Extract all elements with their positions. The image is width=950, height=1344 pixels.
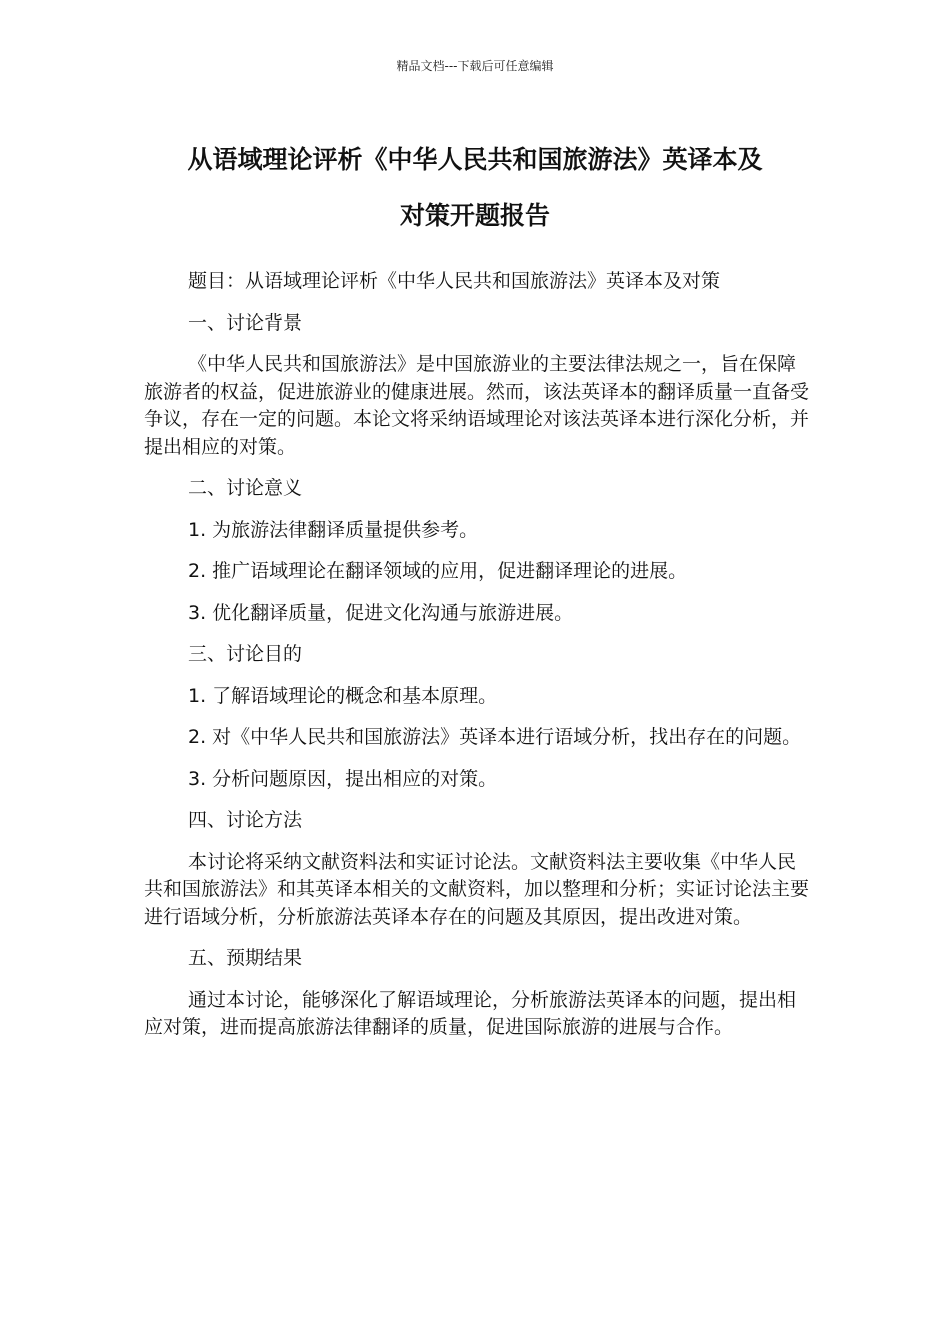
section-heading-purpose: 三、讨论目的 — [188, 643, 303, 665]
title-line-2: 对策开题报告 — [399, 201, 550, 230]
purpose-item-2: 2. 对《中华人民共和国旅游法》英译本进行语域分析，找出存在的问题。 — [188, 726, 802, 748]
section-heading-background: 一、讨论背景 — [188, 311, 303, 334]
section-heading-expected-results: 五、预期结果 — [188, 947, 303, 969]
method-paragraph: 本讨论将采纳文献资料法和实证讨论法。文献资料法主要收集《中华人民共和国旅游法》和其英译本相关的文献资料，加以整理和分析；实证讨论法主要进行语域分析，分析旅游法英译本存在的问题及其原因，提出改进对策。 — [144, 850, 810, 928]
significance-item-2: 2. 推广语域理论在翻译领域的应用，促进翻译理论的进展。 — [188, 560, 688, 582]
section-heading-significance: 二、讨论意义 — [188, 477, 303, 499]
background-paragraph: 《中华人民共和国旅游法》是中国旅游业的主要法律法规之一，旨在保障旅游者的权益，促进旅游业的健康进展。然而，该法英译本的翻译质量一直备受争议，存在一定的问题。本论文将采纳语域理论对该法英译本进行深化分析，并提出相应的对策。 — [144, 353, 810, 458]
title-line-1: 从语域理论评析《中华人民共和国旅游法》英译本及 — [187, 145, 763, 174]
topic-line: 题目：从语域理论评析《中华人民共和国旅游法》英译本及对策 — [188, 270, 721, 292]
section-heading-method: 四、讨论方法 — [188, 809, 303, 831]
document-body — [144, 268, 809, 1056]
expected-results-paragraph: 通过本讨论，能够深化了解语域理论，分析旅游法英译本的问题，提出相应对策，进而提高旅游法律翻译的质量，促进国际旅游的进展与合作。 — [144, 988, 797, 1038]
significance-item-1: 1. 为旅游法律翻译质量提供参考。 — [188, 518, 479, 541]
purpose-item-3: 3. 分析问题原因，提出相应的对策。 — [188, 767, 498, 790]
purpose-item-1: 1. 了解语域理论的概念和基本原理。 — [188, 684, 498, 707]
significance-item-3: 3. 优化翻译质量，促进文化沟通与旅游进展。 — [188, 601, 574, 624]
header-note: 精品文档---下载后可任意编辑 — [396, 59, 554, 73]
document-title — [120, 132, 830, 244]
